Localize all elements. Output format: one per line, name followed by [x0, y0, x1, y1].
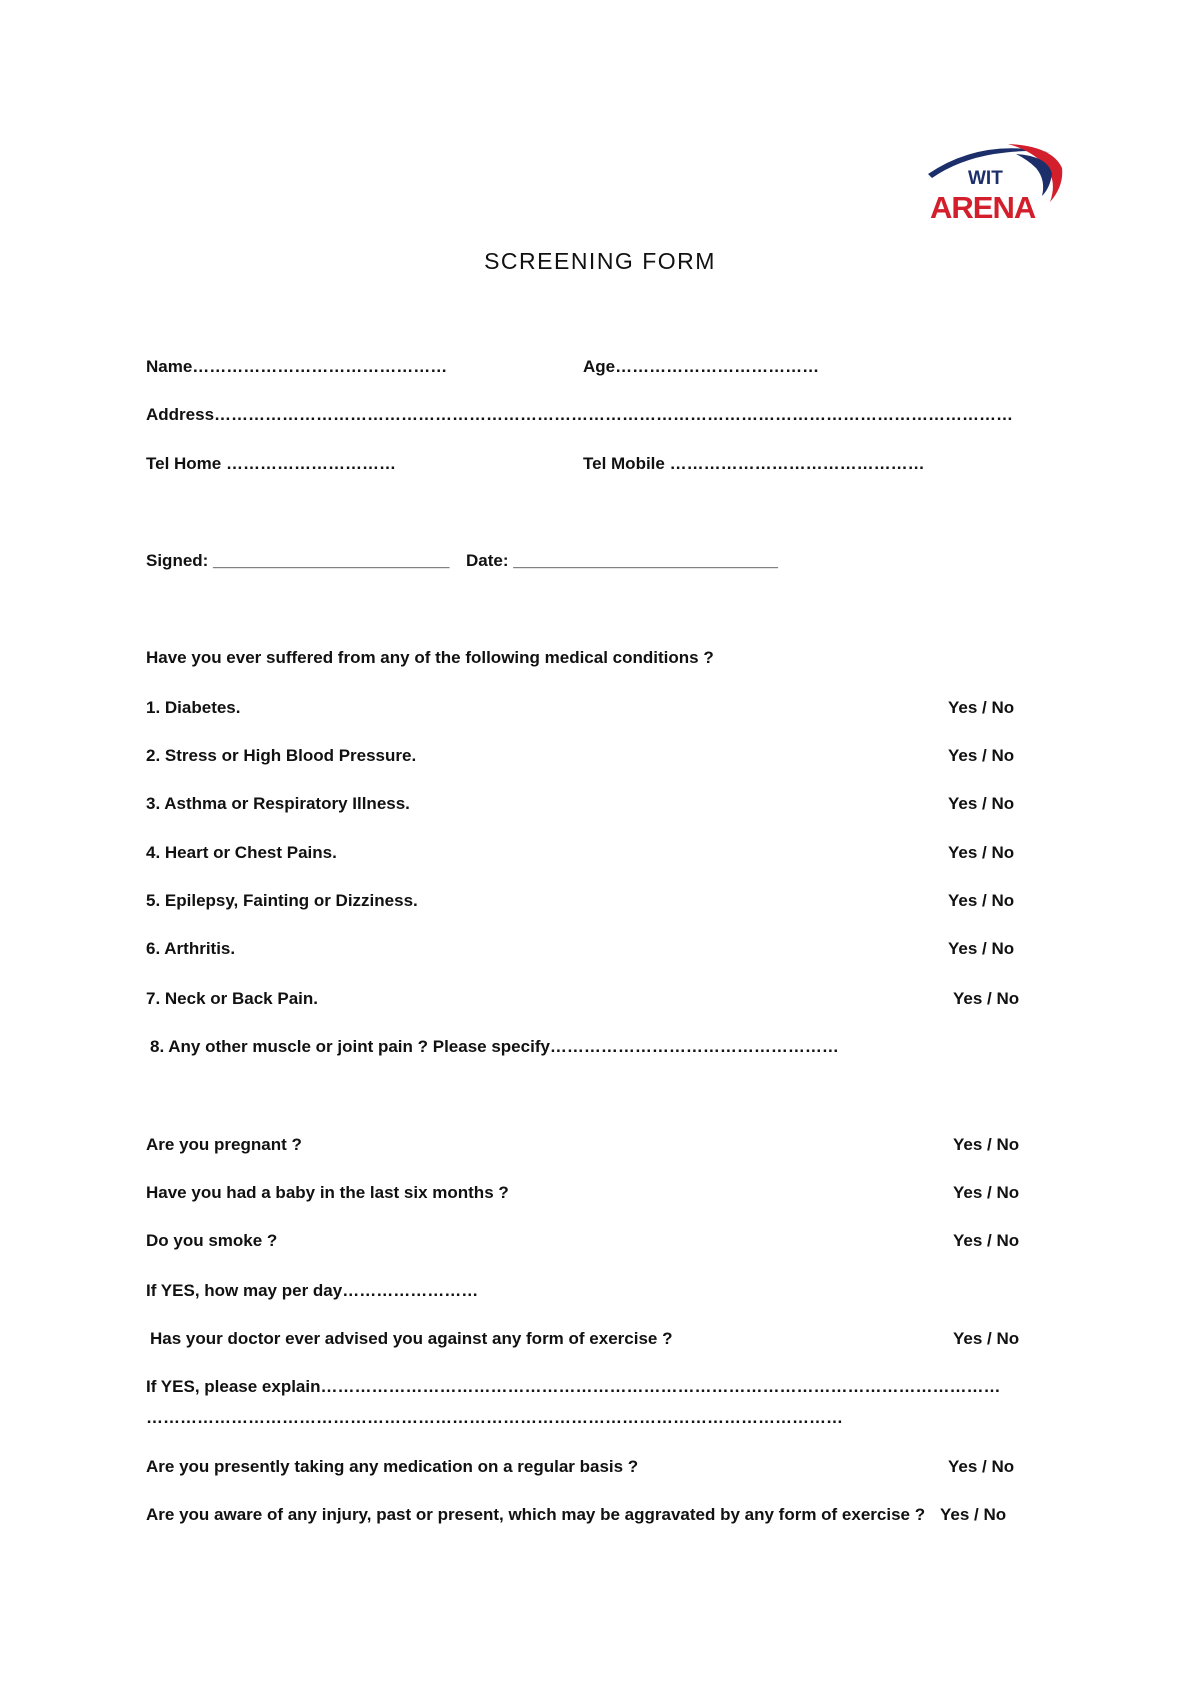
name-field[interactable]: Name………………………………………	[146, 357, 448, 376]
smoke-yes-no[interactable]: Yes / No	[953, 1231, 1020, 1250]
logo-bottom-text: ARENA	[930, 190, 1036, 225]
baby-yes-no[interactable]: Yes / No	[953, 1183, 1020, 1202]
condition-label: 7. Neck or Back Pain.	[146, 989, 318, 1008]
condition-yes-no[interactable]: Yes / No	[948, 843, 1015, 862]
condition-label: 5. Epilepsy, Fainting or Dizziness.	[146, 891, 418, 910]
age-field[interactable]: Age………………………………	[583, 357, 820, 376]
condition-yes-no[interactable]: Yes / No	[948, 794, 1015, 813]
pregnant-yes-no[interactable]: Yes / No	[953, 1135, 1020, 1154]
smoke-question: Do you smoke ?	[146, 1231, 278, 1250]
injury-yes-no[interactable]: Yes / No	[940, 1505, 1007, 1524]
logo-swoosh-icon	[924, 140, 1066, 226]
condition-yes-no[interactable]: Yes / No	[948, 698, 1015, 717]
page-title: SCREENING FORM	[484, 248, 716, 274]
explain-field[interactable]: If YES, please explain…………………………………………………………………………………………………………	[146, 1377, 1001, 1396]
condition-label: 4. Heart or Chest Pains.	[146, 843, 337, 862]
pregnant-question: Are you pregnant ?	[146, 1135, 302, 1154]
condition-label: 3. Asthma or Respiratory Illness.	[146, 794, 410, 813]
condition-yes-no[interactable]: Yes / No	[948, 939, 1015, 958]
condition-label: 6. Arthritis.	[146, 939, 236, 958]
condition-label: 1. Diabetes.	[146, 698, 241, 717]
wit-arena-logo	[924, 140, 1066, 226]
condition-yes-no[interactable]: Yes / No	[948, 891, 1015, 910]
other-pain-field[interactable]: 8. Any other muscle or joint pain ? Please specify……………………………………………	[150, 1037, 839, 1056]
signed-field[interactable]: Signed: _________________________	[146, 551, 450, 570]
explain-continuation-field[interactable]: ……………………………………………………………………………………………………………	[146, 1408, 843, 1427]
condition-yes-no[interactable]: Yes / No	[948, 746, 1015, 765]
injury-question: Are you aware of any injury, past or present, which may be aggravated by any form of exercise ?	[146, 1505, 926, 1524]
medication-yes-no[interactable]: Yes / No	[948, 1457, 1015, 1476]
date-field[interactable]: Date: ____________________________	[466, 551, 778, 570]
tel-home-field[interactable]: Tel Home …………………………	[146, 454, 396, 473]
logo-top-text: WIT	[968, 168, 1003, 189]
condition-yes-no[interactable]: Yes / No	[953, 989, 1020, 1008]
condition-label: 2. Stress or High Blood Pressure.	[146, 746, 417, 765]
baby-question: Have you had a baby in the last six months ?	[146, 1183, 509, 1202]
address-field[interactable]: Address……………………………………………………………………………………………………………………………	[146, 405, 1014, 424]
smoke-per-day-field[interactable]: If YES, how may per day……………………	[146, 1281, 479, 1300]
medication-question: Are you presently taking any medication on a regular basis ?	[146, 1457, 639, 1476]
doctor-yes-no[interactable]: Yes / No	[953, 1329, 1020, 1348]
doctor-question: Has your doctor ever advised you against any form of exercise ?	[150, 1329, 673, 1348]
medical-intro: Have you ever suffered from any of the following medical conditions ?	[146, 648, 714, 667]
tel-mobile-field[interactable]: Tel Mobile ………………………………………	[583, 454, 925, 473]
